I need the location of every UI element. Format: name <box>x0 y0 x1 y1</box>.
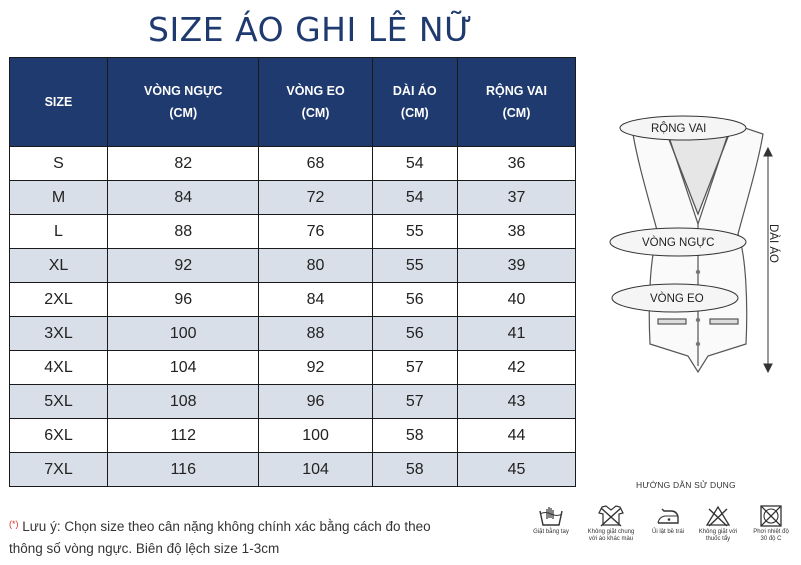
iron-low-icon <box>655 505 681 527</box>
no-tumble-dry-icon <box>758 505 784 527</box>
note-line2: thông số vòng ngực. Biên độ lệch size 1-3cm <box>9 541 280 556</box>
header-size: SIZE <box>10 58 108 147</box>
header-length: DÀI ÁO (CM) <box>372 58 457 147</box>
table-row: 7XL 116 104 58 45 <box>10 453 576 487</box>
header-chest: VÒNG NGỰC (CM) <box>108 58 259 147</box>
no-bleach-icon <box>705 505 731 527</box>
header-waist: VÒNG EO (CM) <box>259 58 372 147</box>
care-title: HƯỚNG DẪN SỬ DỤNG <box>636 480 736 490</box>
length-label: DÀI ÁO <box>767 224 779 263</box>
page-title: SIZE ÁO GHI LÊ NỮ <box>148 10 473 49</box>
vest-diagram <box>598 104 788 384</box>
table-row: 2XL 96 84 56 40 <box>10 283 576 317</box>
care-item-no-bleach <box>690 505 746 543</box>
note-marker: (*) <box>9 519 19 529</box>
table-row: 3XL 100 88 56 41 <box>10 317 576 351</box>
care-item-iron <box>640 505 696 536</box>
table-header-row <box>10 58 576 147</box>
care-label: Ủi lật bề trái <box>651 529 684 535</box>
care-item-hand-wash <box>523 505 579 536</box>
chest-label: VÒNG NGỰC <box>642 237 715 249</box>
header-shoulder: RỘNG VAI (CM) <box>457 58 575 147</box>
table-row: S 82 68 54 36 <box>10 147 576 181</box>
table-row: 6XL 112 100 58 44 <box>10 419 576 453</box>
care-label: Không giặt với thuốc tẩy <box>698 529 738 542</box>
hand-wash-icon <box>538 505 564 527</box>
care-item-no-mixed-wash <box>583 505 639 543</box>
table-row: XL 92 80 55 39 <box>10 249 576 283</box>
table-row: L 88 76 55 38 <box>10 215 576 249</box>
size-table <box>9 57 576 487</box>
no-mixed-wash-icon <box>598 505 624 527</box>
size-note <box>9 516 431 560</box>
care-label: Không giặt chung với áo khác màu <box>587 529 635 542</box>
table-row: M 84 72 54 37 <box>10 181 576 215</box>
table-row: 5XL 108 96 57 43 <box>10 385 576 419</box>
care-label: Phơi nhiệt độ 30 độ C <box>753 529 789 542</box>
waist-label: VÒNG EO <box>650 293 704 305</box>
care-label: Giặt bằng tay <box>533 529 569 535</box>
care-item-no-tumble-dry <box>743 505 799 543</box>
shoulder-label: RỘNG VAI <box>651 123 707 135</box>
table-row: 4XL 104 92 57 42 <box>10 351 576 385</box>
note-line1: Lưu ý: Chọn size theo cân nặng không chính xác bằng cách đo theo <box>22 519 431 534</box>
